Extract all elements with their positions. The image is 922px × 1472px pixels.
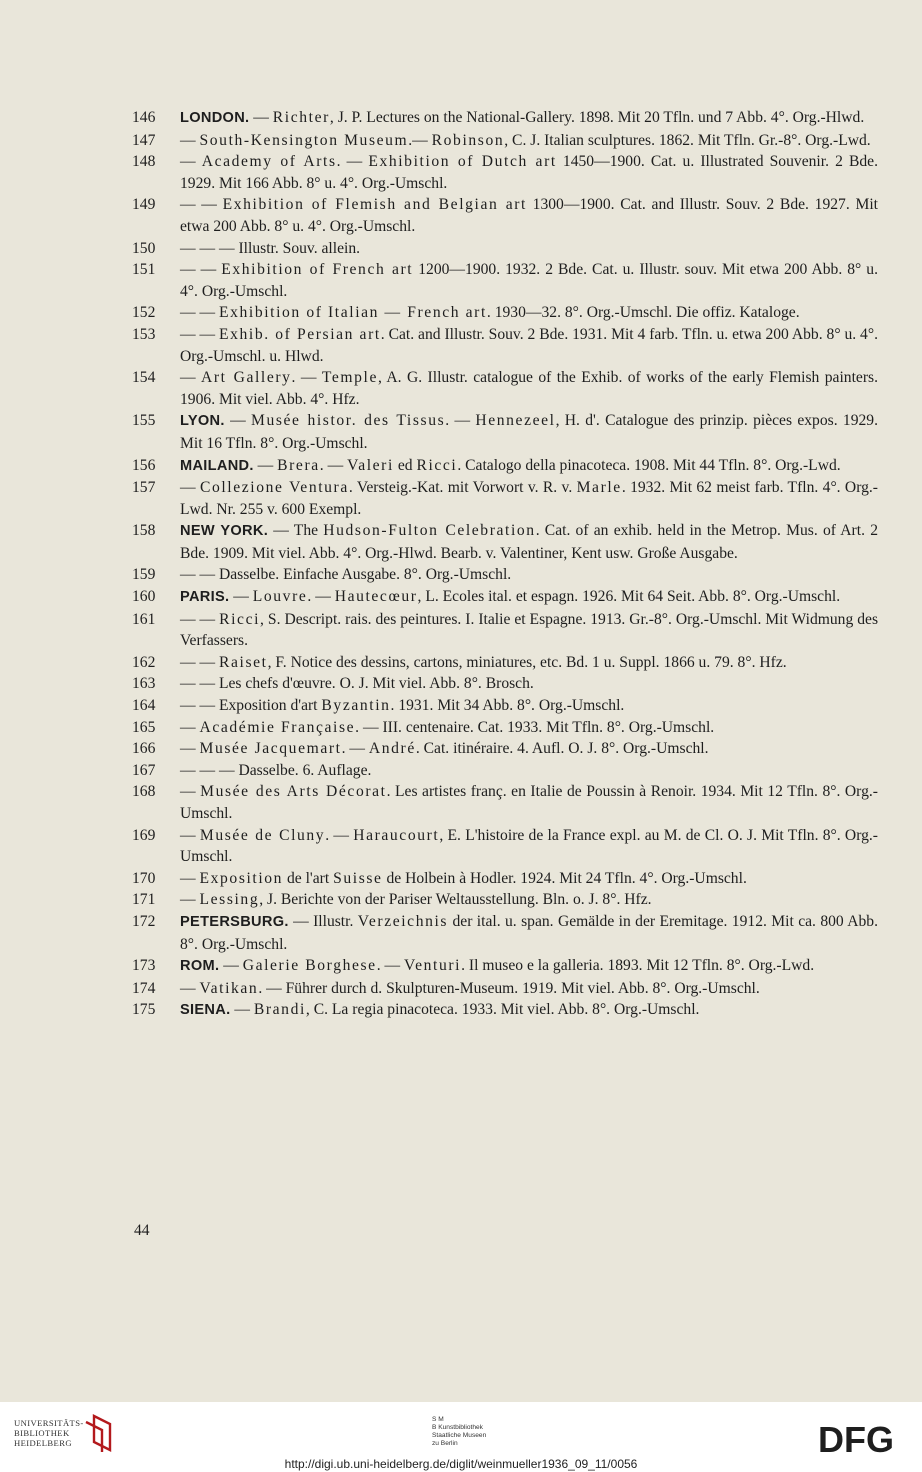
- entry-text: — Musée de Cluny. — Haraucourt, E. L'histoire de la France expl. au M. de Cl. O. J. Mit Tfln. 8°. Org.-Umschl.: [180, 826, 878, 866]
- dfg-logo-icon: [818, 1420, 910, 1456]
- catalogue-entry: [118, 130, 878, 152]
- catalogue-entry: [118, 194, 878, 237]
- entry-number: 149: [132, 196, 156, 214]
- entry-number: 153: [132, 325, 156, 343]
- catalogue-entry: [118, 955, 878, 978]
- entry-text: — Collezione Ventura. Versteig.-Kat. mit Vorwort v. R. v. Marle. 1932. Mit 62 meist farb. Tfln. 4°. Org.-Lwd. Nr. 255 v. 600 Exempl.: [180, 479, 878, 518]
- entry-number: 157: [132, 479, 156, 497]
- catalogue-entry: [118, 911, 878, 955]
- catalogue-entry: [118, 999, 878, 1022]
- entry-number: 172: [132, 912, 156, 930]
- entry-text: — — Exhibition of Flemish and Belgian art 1300—1900. Cat. and Illustr. Souv. 2 Bde. 1927. Mit etwa 200 Abb. 8° u. 4°. Org.-Umschl.: [180, 196, 878, 235]
- smb-line: Staatliche Museen: [432, 1432, 487, 1439]
- entry-text: — Académie Française. — III. centenaire. Cat. 1933. Mit Tfln. 8°. Org.-Umschl.: [180, 718, 715, 736]
- smb-line: zu Berlin: [432, 1440, 458, 1447]
- catalogue-entry: [118, 324, 878, 367]
- university-line: HEIDELBERG: [14, 1438, 72, 1448]
- catalogue-entry: [118, 564, 878, 586]
- catalogue-entry: [118, 825, 878, 868]
- catalogue-entry: [118, 978, 878, 1000]
- catalogue-entry: [118, 695, 878, 717]
- entry-number: 173: [132, 957, 156, 975]
- catalogue-entry: [118, 302, 878, 324]
- catalogue-entry: [118, 760, 878, 782]
- entry-number: 150: [132, 239, 156, 257]
- entry-text: — Art Gallery. — Temple, A. G. Illustr. catalogue of the Exhib. of works of the early Flemish painters. 1906. Mit viel. Abb. 4°. Hfz.: [180, 369, 878, 408]
- catalogue-entry: [118, 259, 878, 302]
- entry-text: MAILAND. — Brera. — Valeri ed Ricci. Catalogo della pinacoteca. 1908. Mit 44 Tfln. 8°. Org.-Lwd.: [180, 456, 841, 474]
- university-logo-icon: [84, 1414, 112, 1452]
- entry-number: 147: [132, 131, 156, 149]
- entry-number: 169: [132, 826, 156, 844]
- dfg-logo-text: DFG: [818, 1420, 894, 1456]
- entry-number: 151: [132, 261, 156, 279]
- entry-text: — Lessing, J. Berichte von der Pariser Weltausstellung. Bln. o. J. 8°. Hfz.: [180, 891, 652, 909]
- entry-text: NEW YORK. — The Hudson-Fulton Celebration. Cat. of an exhib. held in the Metrop. Mus. of Art. 2 Bde. 1909. Mit viel. Abb. 4°. Org.-Hlwd. Bearb. v. Valentiner, Kent usw. Große Ausgabe.: [180, 522, 878, 562]
- entry-text: — — Exhib. of Persian art. Cat. and Illustr. Souv. 2 Bde. 1931. Mit 4 farb. Tfln. u. etwa 200 Abb. 8° u. 4°. Org.-Umschl. u. Hlwd.: [180, 325, 878, 365]
- catalogue-entry: [118, 868, 878, 890]
- entry-number: 146: [132, 109, 156, 126]
- university-line: BIBLIOTHEK: [14, 1428, 70, 1438]
- smb-monogram: S M: [432, 1416, 444, 1423]
- catalogue-entry: [118, 586, 878, 609]
- catalogue-entry: [118, 477, 878, 520]
- entry-number: 168: [132, 783, 156, 801]
- university-library-name: [14, 1418, 86, 1448]
- entry-number: 170: [132, 869, 156, 887]
- smb-line: B Kunstbibliothek: [432, 1424, 483, 1431]
- catalogue-entry: [118, 238, 878, 260]
- entry-text: — — Exhibition of French art 1200—1900. 1932. 2 Bde. Cat. u. Illustr. souv. Mit etwa 200 Abb. 8° u. 4°. Org.-Umschl.: [180, 261, 879, 300]
- entry-number: 162: [132, 653, 156, 671]
- entry-number: 152: [132, 304, 156, 322]
- entry-text: — — Exhibition of Italian — French art. 1930—32. 8°. Org.-Umschl. Die offiz. Kataloge.: [180, 304, 800, 322]
- entry-text: — Musée des Arts Décorat. Les artistes franç. en Italie de Poussin à Renoir. 1934. Mit 12 Tfln. 8°. Org.-Umschl.: [180, 783, 878, 822]
- entry-number: 155: [132, 412, 156, 430]
- entry-text: — Exposition de l'art Suisse de Holbein à Hodler. 1924. Mit 24 Tfln. 4°. Org.-Umschl.: [180, 869, 747, 887]
- entry-text: PARIS. — Louvre. — Hautecœur, L. Ecoles ital. et espagn. 1926. Mit 64 Seit. Abb. 8°. Org.-Umschl.: [180, 588, 841, 606]
- entry-number: 158: [132, 522, 156, 540]
- page-number: 44: [134, 1222, 150, 1239]
- digitization-footer: [0, 1402, 922, 1472]
- entry-text: — — — Dasselbe. 6. Auflage.: [180, 761, 372, 779]
- entry-text: ROM. — Galerie Borghese. — Venturi. Il museo e la galleria. 1893. Mit 12 Tfln. 8°. Org.-Lwd.: [180, 957, 815, 975]
- catalogue-entry: [118, 738, 878, 760]
- catalogue-entry: [118, 781, 878, 824]
- entry-text: — Musée Jacquemart. — André. Cat. itinéraire. 4. Aufl. O. J. 8°. Org.-Umschl.: [180, 740, 709, 758]
- entry-number: 148: [132, 153, 156, 171]
- catalogue-entry: [118, 367, 878, 410]
- entry-text: — — Les chefs d'œuvre. O. J. Mit viel. Abb. 8°. Brosch.: [180, 675, 534, 693]
- catalogue-entry: [118, 717, 878, 739]
- entry-text: — — — Illustr. Souv. allein.: [180, 239, 361, 257]
- university-line: UNIVERSITÄTS-: [14, 1418, 84, 1428]
- entry-text: — — Raiset, F. Notice des dessins, cartons, miniatures, etc. Bd. 1 u. Suppl. 1866 u. 79. 8°. Hfz.: [180, 653, 787, 671]
- entry-number: 167: [132, 761, 156, 779]
- entry-text: — Academy of Arts. — Exhibition of Dutch art 1450—1900. Cat. u. Illustrated Souvenir. 2 Bde. 1929. Mit 166 Abb. 8° u. 4°. Org.-Umschl.: [180, 153, 878, 192]
- entry-number: 165: [132, 718, 156, 736]
- catalogue-entry: [118, 520, 878, 564]
- entry-number: 154: [132, 369, 156, 387]
- entry-number: 164: [132, 697, 156, 715]
- entry-number: 156: [132, 456, 156, 474]
- entry-text: LONDON. — Richter, J. P. Lectures on the National-Gallery. 1898. Mit 20 Tfln. und 7 Abb. 4°. Org.-Hlwd.: [180, 109, 865, 126]
- kunstbibliothek-logo: [432, 1416, 542, 1448]
- entry-text: — Vatikan. — Führer durch d. Skulpturen-Museum. 1919. Mit viel. Abb. 8°. Org.-Umschl.: [180, 979, 760, 997]
- catalogue-entry: [118, 889, 878, 911]
- catalogue-entry: [118, 652, 878, 674]
- entry-number: 166: [132, 740, 156, 758]
- entry-text: SIENA. — Brandi, C. La regia pinacoteca. 1933. Mit viel. Abb. 8°. Org.-Umschl.: [180, 1001, 700, 1019]
- entry-text: — — Exposition d'art Byzantin. 1931. Mit 34 Abb. 8°. Org.-Umschl.: [180, 697, 625, 715]
- catalogue-entry: [118, 410, 878, 454]
- entry-text: PETERSBURG. — Illustr. Verzeichnis der ital. u. span. Gemälde in der Eremitage. 1912. Mit ca. 800 Abb. 8°. Org.-Umschl.: [180, 912, 878, 953]
- entry-text: — — Dasselbe. Einfache Ausgabe. 8°. Org.-Umschl.: [180, 566, 512, 584]
- source-url-link[interactable]: http://digi.ub.uni-heidelberg.de/diglit/weinmueller1936_09_11/0056: [284, 1457, 638, 1471]
- catalogue-entry: [118, 455, 878, 478]
- catalogue-entries: [118, 107, 878, 1022]
- catalogue-entry: [118, 673, 878, 695]
- catalogue-entry: [118, 151, 878, 194]
- entry-number: 175: [132, 1001, 156, 1019]
- entry-number: 174: [132, 979, 156, 997]
- entry-number: 161: [132, 610, 156, 628]
- entry-number: 163: [132, 675, 156, 693]
- entry-number: 160: [132, 588, 156, 606]
- catalogue-entry: [118, 107, 878, 130]
- entry-text: — — Ricci, S. Descript. rais. des peintures. I. Italie et Espagne. 1913. Gr.-8°. Org.-Umschl. Mit Widmung des Verfassers.: [180, 610, 879, 650]
- entry-number: 159: [132, 566, 156, 584]
- entry-text: — South-Kensington Museum.— Robinson, C. J. Italian sculptures. 1862. Mit Tfln. Gr.-8°. Org.-Lwd.: [180, 131, 871, 149]
- catalogue-entry: [118, 609, 878, 652]
- entry-text: LYON. — Musée histor. des Tissus. — Hennezeel, H. d'. Catalogue des prinzip. pièces expos. 1929. Mit 16 Tfln. 8°. Org.-Umschl.: [180, 412, 879, 452]
- entry-number: 171: [132, 891, 156, 909]
